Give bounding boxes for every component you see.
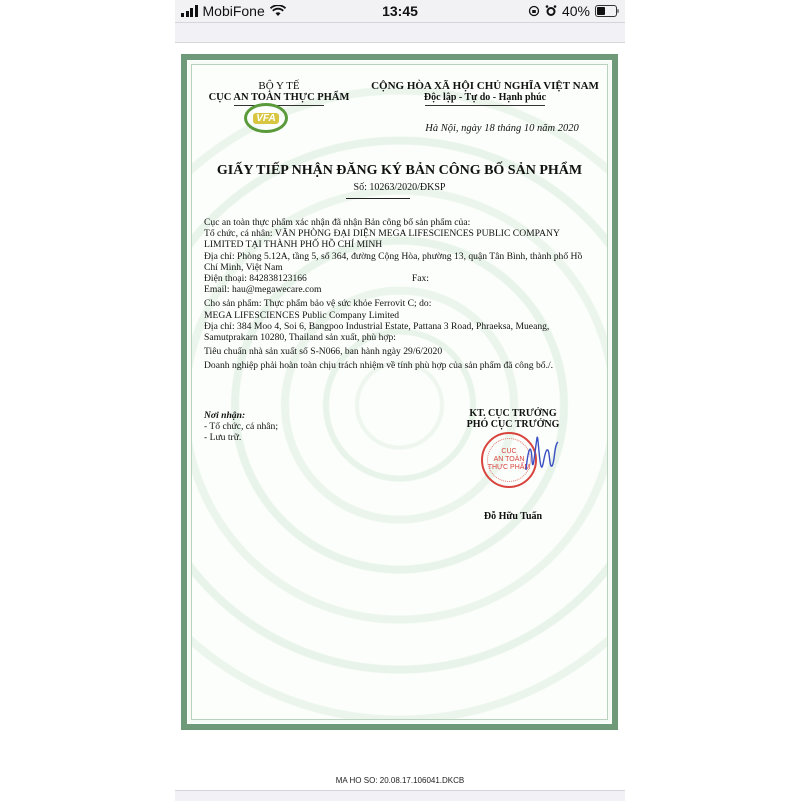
- file-code: MA HO SO: 20.08.17.106041.DKCB: [335, 776, 465, 785]
- intro-text: Cục an toàn thực phẩm xác nhận đã nhận Bản công bố sản phẩm của:: [204, 217, 471, 228]
- certificate-frame: [187, 60, 612, 724]
- contact-line: [204, 273, 594, 284]
- clock: 13:45: [382, 3, 418, 19]
- signature-title-block: [428, 408, 598, 430]
- stamp-line: CỤC: [501, 448, 517, 455]
- certificate-body: [191, 64, 608, 720]
- national-header: [360, 80, 608, 106]
- responsibility-text: Doanh nghiệp phải hoàn toàn chịu trách nhiệm về tính phù hợp của sản phẩm đã công bố./.: [204, 360, 554, 372]
- organization-text: Tổ chức, cá nhân: VĂN PHÒNG ĐẠI DIỆN MEGA LIFESCIENCES PUBLIC COMPANY LIMITED TẠI THÀNH PHỐ HỒ CHÍ MINH: [204, 228, 560, 251]
- signer-name: Đỗ Hữu Tuấn: [483, 511, 543, 522]
- signature-title-1: KT. CỤC TRƯỞNG: [469, 408, 557, 419]
- carrier-name: MobiFone: [202, 3, 265, 19]
- issuer-header: [204, 80, 354, 106]
- standard-text: Tiêu chuẩn nhà sản xuất số S-N066, ban hành ngày 29/6/2020: [204, 346, 443, 358]
- orientation-lock-icon: [528, 5, 540, 17]
- document-number: Số: 10263/2020/ĐKSP: [353, 182, 446, 193]
- recipient-item: - Tổ chức, cá nhân;: [204, 421, 279, 432]
- country-name: CỘNG HÒA XÃ HỘI CHỦ NGHĨA VIỆT NAM: [371, 80, 599, 92]
- recipient-item: - Lưu trữ.: [204, 432, 242, 443]
- email-text: Email: hau@megawecare.com: [204, 284, 322, 296]
- manufacturer-address-text: Địa chỉ: 384 Moo 4, Soi 6, Bangpoo Industrial Estate, Pattana 3 Road, Phraeksa, Mueang, Samutprakarn 10280, Thailand sản xuất, phù hợp:: [204, 320, 550, 344]
- manufacturer-text: MEGA LIFESCIENCES Public Company Limited: [204, 309, 400, 321]
- agency-name: CỤC AN TOÀN THỰC PHẨM: [208, 92, 350, 103]
- stamp-line: AN TOÀN: [493, 456, 525, 463]
- motto-rule: [425, 105, 545, 106]
- document-content: [204, 217, 594, 372]
- vfa-logo: [244, 103, 288, 133]
- address-text: Địa chỉ: Phòng 5.12A, tầng 5, số 364, đường Cộng Hòa, phường 13, quận Tân Bình, thành phố Hồ Chí Minh, Việt Nam: [204, 250, 583, 273]
- alarm-icon: [545, 5, 557, 17]
- status-bar-right: [528, 3, 617, 19]
- fax-text: Fax:: [411, 273, 429, 285]
- handwritten-signature-icon: [522, 430, 562, 480]
- ministry-name: BỘ Y TẾ: [258, 80, 300, 92]
- document-title: GIẤY TIẾP NHẬN ĐĂNG KÝ BẢN CÔNG BỐ SẢN PHẨM: [216, 163, 583, 178]
- status-bar: [175, 0, 625, 22]
- recipients-label: Nơi nhận:: [204, 410, 246, 421]
- title-rule: [346, 198, 410, 199]
- battery-percent: 40%: [561, 3, 590, 19]
- viewer-nav-bar: [175, 22, 625, 43]
- viewer-bottom-bar: [175, 790, 625, 801]
- certificate-document: [181, 54, 618, 730]
- logo-text: VFA: [253, 113, 278, 124]
- national-motto: Độc lập - Tự do - Hạnh phúc: [423, 92, 547, 103]
- product-text: Cho sản phẩm: Thực phẩm bảo vệ sức khỏe Ferrovit C; do:: [204, 298, 432, 310]
- stamp-line: THỰC PHẨM: [487, 464, 531, 471]
- issue-date: Hà Nội, ngày 18 tháng 10 năm 2020: [425, 123, 579, 134]
- phone-text: Điện thoại: 842838123166: [204, 273, 307, 285]
- signature-title-2: PHÓ CỤC TRƯỞNG: [466, 419, 560, 430]
- recipients-block: [204, 410, 278, 443]
- battery-icon: [595, 5, 617, 17]
